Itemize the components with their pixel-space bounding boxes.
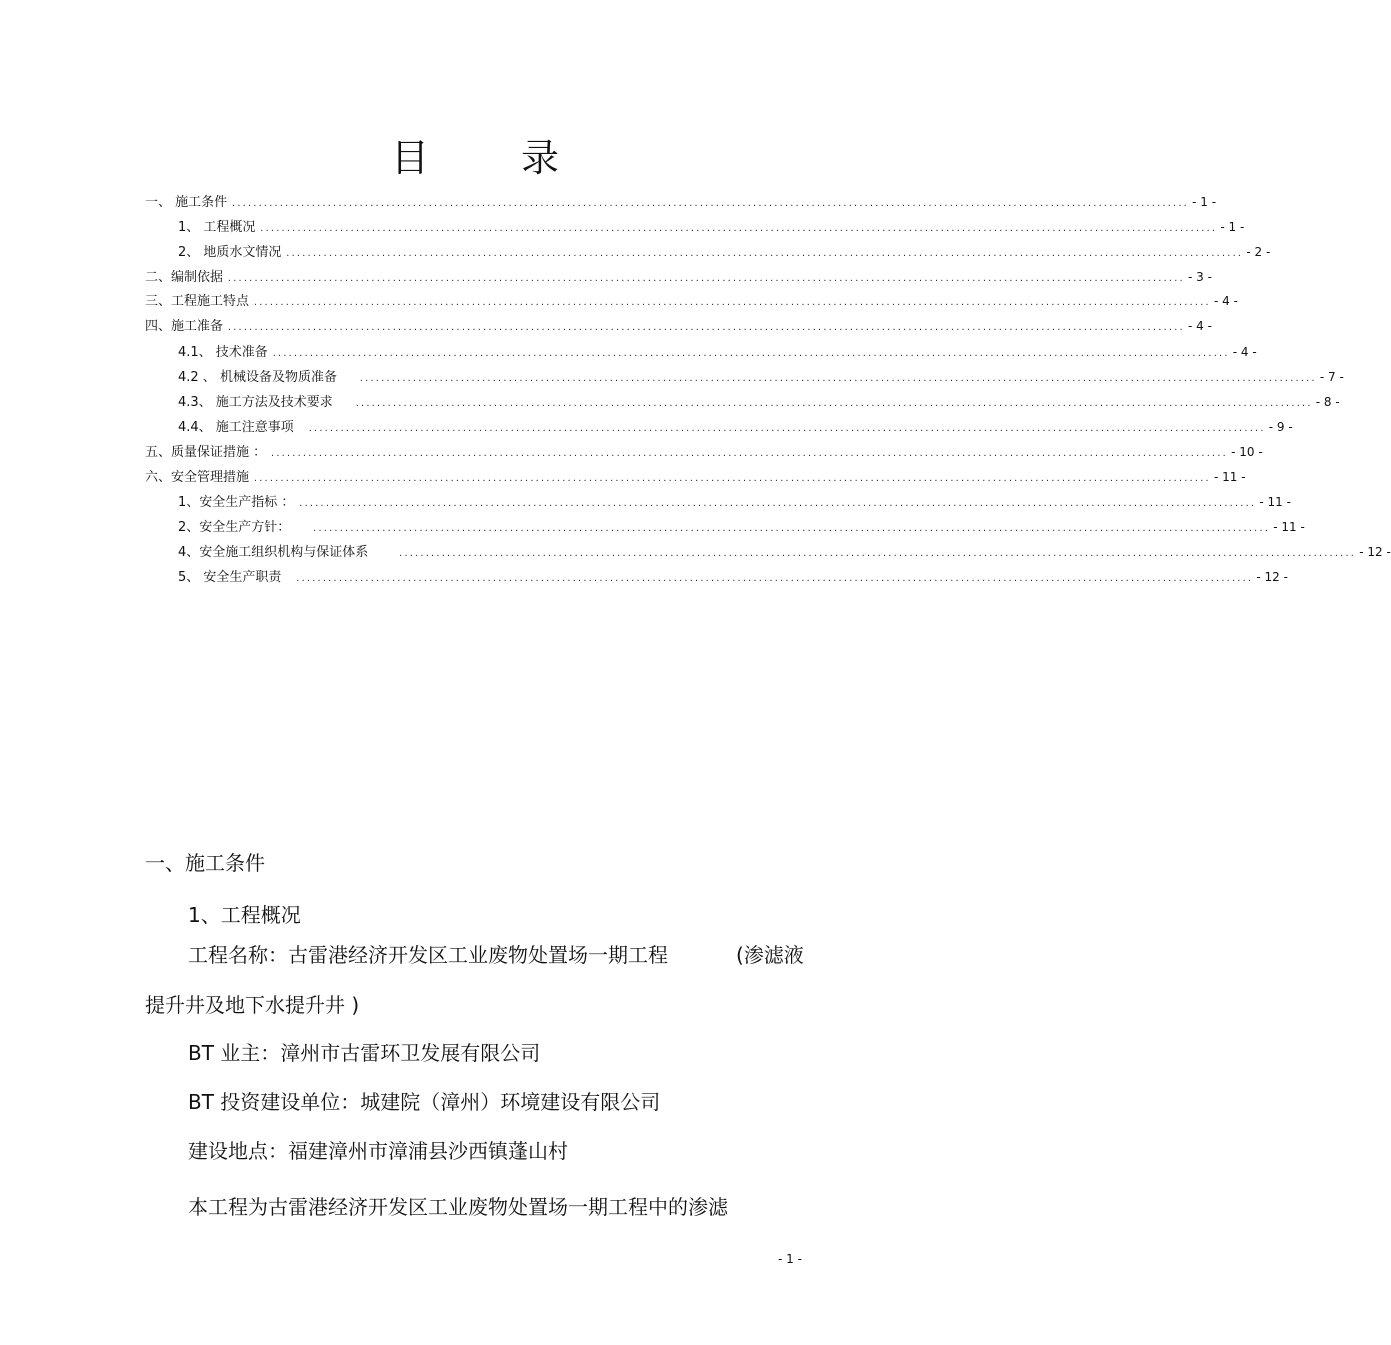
toc-entry[interactable]	[178, 242, 1271, 262]
toc-entry-page: - 11 -	[1259, 495, 1291, 509]
toc-entry-label: 4.2 、 机械设备及物质准备	[178, 370, 337, 385]
toc-entry[interactable]	[178, 542, 1391, 562]
toc-entry[interactable]	[178, 217, 1245, 237]
toc-entry-label: 2、安全生产方针：	[178, 520, 291, 535]
toc-entry-page: - 3 -	[1187, 270, 1212, 284]
toc-entry-label: 2、 地质水文情况	[178, 245, 282, 260]
toc-leader-dots: ....................................................................................................................................................................................	[358, 374, 1316, 383]
toc-entry-page: - 7 -	[1319, 370, 1344, 384]
location-line: 建设地点：福建漳州市漳浦县沙西镇蓬山村	[188, 1139, 568, 1163]
toc-entry[interactable]	[145, 442, 1263, 462]
toc-entry-page: - 1 -	[1220, 220, 1245, 234]
toc-entry[interactable]	[178, 342, 1257, 362]
toc-entry[interactable]	[145, 192, 1217, 212]
toc-leader-dots: ....................................................................................................................................................................................	[253, 474, 1210, 483]
toc-leader-dots: ....................................................................................................................................................................................	[253, 298, 1210, 307]
page-number: - 1 -	[778, 1252, 802, 1266]
toc-entry-label: 4.4、 施工注意事项	[178, 420, 294, 435]
toc-entry-label: 1、 工程概况	[178, 220, 256, 235]
toc-entry-page: - 11 -	[1273, 520, 1305, 534]
toc-entry-page: - 1 -	[1192, 195, 1217, 209]
toc-leader-dots: ....................................................................................................................................................................................	[270, 449, 1228, 458]
toc-leader-dots: ....................................................................................................................................................................................	[227, 323, 1184, 332]
toc-entry[interactable]	[178, 417, 1293, 437]
toc-leader-dots: ....................................................................................................................................................................................	[271, 349, 1229, 358]
toc-entry[interactable]	[145, 467, 1246, 487]
toc-entry-label: 六、安全管理措施	[145, 470, 250, 485]
toc-leader-dots: ....................................................................................................................................................................................	[231, 199, 1189, 208]
toc-title: 目 录	[390, 136, 600, 180]
owner-line: BT 业主：漳州市古雷环卫发展有限公司	[188, 1041, 541, 1065]
toc-entry-label: 二、编制依据	[145, 270, 224, 285]
toc-leader-dots: ....................................................................................................................................................................................	[312, 524, 1270, 533]
toc-entry[interactable]	[178, 567, 1288, 587]
toc-entry-label: 4、安全施工组织机构与保证体系	[178, 545, 369, 560]
toc-entry-label: 一、 施工条件	[145, 195, 228, 210]
toc-leader-dots: ....................................................................................................................................................................................	[307, 424, 1265, 433]
toc-leader-dots: ....................................................................................................................................................................................	[354, 399, 1312, 408]
toc-entry[interactable]	[145, 316, 1212, 336]
toc-entry-page: - 12 -	[1256, 570, 1288, 584]
toc-entry-label: 1、安全生产指标 ：	[178, 495, 295, 510]
toc-leader-dots: ....................................................................................................................................................................................	[398, 549, 1356, 558]
toc-leader-dots: ....................................................................................................................................................................................	[227, 274, 1184, 283]
toc-entry[interactable]	[145, 267, 1212, 287]
toc-entry-label: 五、质量保证措施 ：	[145, 445, 267, 460]
toc-entry-page: - 4 -	[1213, 294, 1238, 308]
toc-entry-page: - 11 -	[1213, 470, 1246, 484]
toc-entry-page: - 2 -	[1246, 245, 1271, 259]
toc-leader-dots: ....................................................................................................................................................................................	[298, 499, 1256, 508]
toc-entry-label: 4.3、 施工方法及技术要求	[178, 395, 333, 410]
toc-entry[interactable]	[178, 367, 1344, 387]
toc-entry[interactable]	[145, 291, 1238, 311]
toc-entry-label: 四、施工准备	[145, 319, 224, 334]
toc-entry-label: 5、 安全生产职责	[178, 570, 282, 585]
toc-entry-page: - 9 -	[1268, 420, 1293, 434]
toc-entry-label: 4.1、 技术准备	[178, 345, 268, 360]
toc-leader-dots: ....................................................................................................................................................................................	[259, 224, 1217, 233]
project-name-paren: (渗滤液	[736, 943, 804, 967]
section-heading: 一、施工条件	[145, 851, 265, 875]
toc-entry-page: - 4 -	[1232, 345, 1257, 359]
project-name-continued: 提升井及地下水提升井 )	[145, 993, 360, 1017]
description-paragraph: 本工程为古雷港经济开发区工业废物处置场一期工程中的渗滤	[188, 1195, 728, 1219]
project-name: 工程名称：古雷港经济开发区工业废物处置场一期工程	[188, 943, 668, 967]
toc-entry[interactable]	[178, 492, 1291, 512]
toc-entry-label: 三、工程施工特点	[145, 294, 250, 309]
toc-entry-page: - 8 -	[1315, 395, 1340, 409]
toc-entry-page: - 4 -	[1187, 319, 1212, 333]
toc-entry[interactable]	[178, 392, 1340, 412]
subsection-heading: 1、工程概况	[188, 903, 301, 927]
toc-entry-page: - 12 -	[1359, 545, 1391, 559]
toc-entry-page: - 10 -	[1231, 445, 1263, 459]
toc-leader-dots: ....................................................................................................................................................................................	[295, 574, 1253, 583]
toc-leader-dots: ....................................................................................................................................................................................	[285, 249, 1243, 258]
toc-entry[interactable]	[178, 517, 1305, 537]
investor-line: BT 投资建设单位：城建院（漳州）环境建设有限公司	[188, 1090, 661, 1114]
